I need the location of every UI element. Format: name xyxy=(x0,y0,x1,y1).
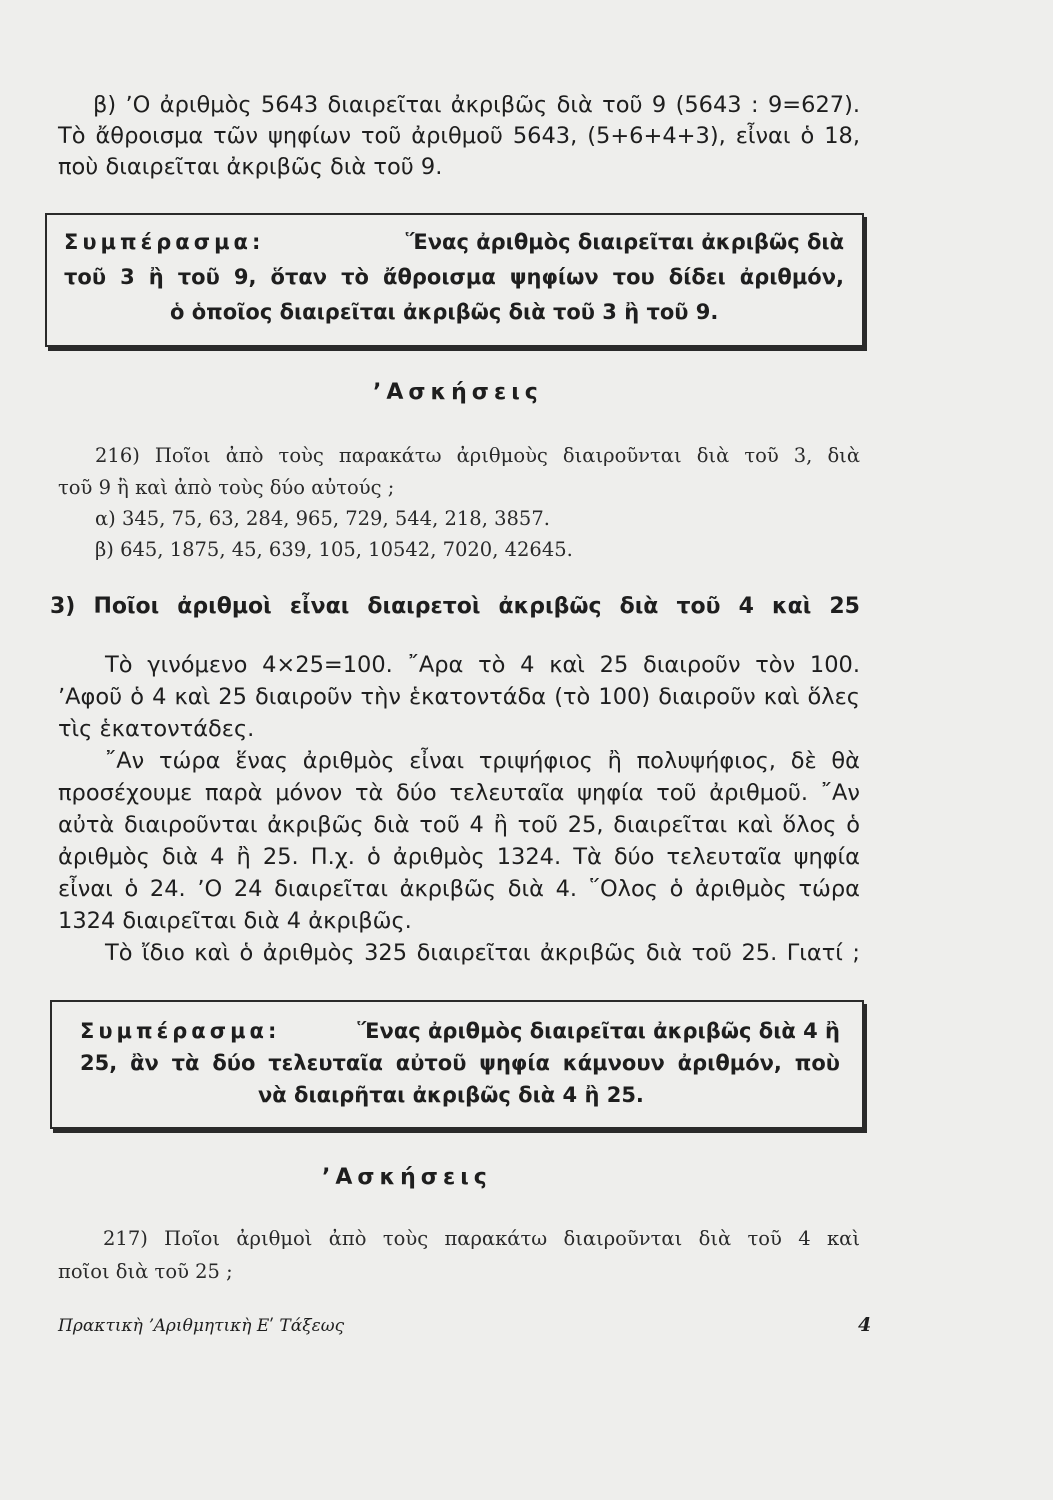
body-line-3: τὶς ἑκατοντάδες. xyxy=(58,716,255,742)
body-line-8: εἶναι ὁ 24. ʼΟ 24 διαιρεῖται ἀκριβῶς διὰ 4. ῞Ολος ὁ ἀριθμὸς τώρα xyxy=(58,876,860,902)
intro-line-3: ποὺ διαιρεῖται ἀκριβῶς διὰ τοῦ 9. xyxy=(58,154,443,180)
exercise-216-line-3: α) 345, 75, 63, 284, 965, 729, 544, 218, 3857. xyxy=(95,507,550,530)
exercise-216-line-1: 216) Ποῖοι ἀπὸ τοὺς παρακάτω ἀριθμοὺς διαιροῦνται διὰ τοῦ 3, διὰ xyxy=(95,444,860,467)
footer-page-number: 4 xyxy=(858,1314,872,1336)
conclusion-1-label: Συμπέρασμα: xyxy=(64,230,265,254)
body-line-6: αὐτὰ διαιροῦνται ἀκριβῶς διὰ τοῦ 4 ἢ τοῦ 25, διαιρεῖται καὶ ὅλος ὁ xyxy=(58,812,860,838)
body-line-10: Τὸ ἴδιο καὶ ὁ ἀριθμὸς 325 διαιρεῖται ἀκριβῶς διὰ τοῦ 25. Γιατί ; xyxy=(105,940,860,966)
intro-line-2: Τὸ ἄθροισμα τῶν ψηφίων τοῦ ἀριθμοῦ 5643, (5+6+4+3), εἶναι ὁ 18, xyxy=(58,123,860,149)
conclusion-1-line-1 xyxy=(64,228,844,256)
exercises-2-title: ʼΑσκήσεις xyxy=(322,1165,492,1190)
conclusion-2-line-1-text: Ἕνας ἀριθμὸς διαιρεῖται ἀκριβῶς διὰ 4 ἢ xyxy=(357,1019,840,1043)
conclusion-1-line-2: τοῦ 3 ἢ τοῦ 9, ὅταν τὸ ἄθροισμα ψηφίων του δίδει ἀριθμόν, xyxy=(64,265,844,289)
exercise-217-line-1: 217) Ποῖοι ἀριθμοὶ ἀπὸ τοὺς παρακάτω διαιροῦνται διὰ τοῦ 4 καὶ xyxy=(103,1227,860,1250)
body-line-4: ῎Αν τώρα ἕνας ἀριθμὸς εἶναι τριψήφιος ἢ πολυψήφιος, δὲ θὰ xyxy=(105,748,860,774)
body-line-7: ἀριθμὸς διὰ 4 ἢ 25. Π.χ. ὁ ἀριθμὸς 1324. Τὰ δύο τελευταῖα ψηφία xyxy=(58,844,860,870)
exercises-1-title: ʼΑσκήσεις xyxy=(373,380,543,405)
conclusion-1-line-1-text: Ἕνας ἀριθμὸς διαιρεῖται ἀκριβῶς διὰ xyxy=(405,230,844,254)
conclusion-2-line-1 xyxy=(80,1017,840,1045)
body-line-5: προσέχουμε παρὰ μόνον τὰ δύο τελευταῖα ψηφία τοῦ ἀριθμοῦ. ῎Αν xyxy=(58,780,860,806)
footer-book-title: Πρακτικὴ ʼΑριθμητικὴ Εʹ Τάξεως xyxy=(58,1316,345,1336)
conclusion-2-line-2: 25, ἂν τὰ δύο τελευταῖα αὐτοῦ ψηφία κάμνουν ἀριθμόν, ποὺ xyxy=(80,1051,840,1075)
conclusion-2-label: Συμπέρασμα: xyxy=(80,1019,281,1043)
exercise-216-line-4: β) 645, 1875, 45, 639, 105, 10542, 7020, 42645. xyxy=(95,538,573,561)
exercise-217-line-2: ποῖοι διὰ τοῦ 25 ; xyxy=(58,1260,233,1283)
conclusion-2-line-3: νὰ διαιρῆται ἀκριβῶς διὰ 4 ἢ 25. xyxy=(258,1083,644,1107)
conclusion-1-line-3: ὁ ὁποῖος διαιρεῖται ἀκριβῶς διὰ τοῦ 3 ἢ τοῦ 9. xyxy=(170,300,719,324)
section-3-heading: 3) Ποῖοι ἀριθμοὶ εἶναι διαιρετοὶ ἀκριβῶς διὰ τοῦ 4 καὶ 25 xyxy=(50,594,860,619)
intro-line-1: β) ʼΟ ἀριθμὸς 5643 διαιρεῖται ἀκριβῶς διὰ τοῦ 9 (5643 : 9=627). xyxy=(93,92,860,118)
exercise-216-line-2: τοῦ 9 ἢ καὶ ἀπὸ τοὺς δύο αὐτούς ; xyxy=(58,476,395,499)
body-line-1: Τὸ γινόμενο 4×25=100. ῎Αρα τὸ 4 καὶ 25 διαιροῦν τὸν 100. xyxy=(105,652,860,678)
body-line-2: ʼΑφοῦ ὁ 4 καὶ 25 διαιροῦν τὴν ἑκατοντάδα (τὸ 100) διαιροῦν καὶ ὅλες xyxy=(58,684,860,710)
body-line-9: 1324 διαιρεῖται διὰ 4 ἀκριβῶς. xyxy=(58,908,412,934)
